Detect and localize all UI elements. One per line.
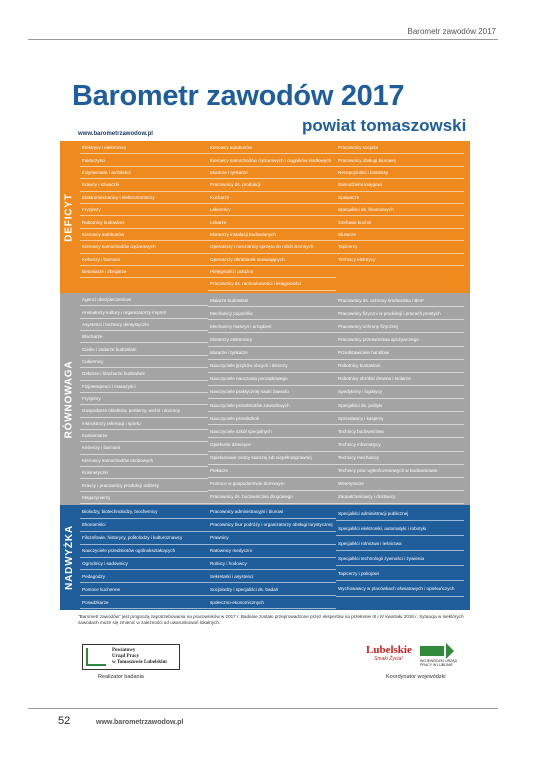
column-2 (208, 142, 336, 292)
occupation-cell: Kosmetyczki (80, 467, 208, 479)
occupation-cell: Kelnerzy i barmani (80, 442, 208, 454)
occupation-cell: Cieśle i stolarze budowlani (80, 343, 208, 355)
band-label-nadwyzka: NADWYŻKA (63, 525, 75, 590)
occupation-cell: Technicy budownictwa (336, 425, 464, 438)
occupation-cell: Pracownicy przetwórstwa spożywczego (336, 333, 464, 346)
occupation-cell: Murarze i tynkarze (208, 167, 336, 179)
header-divider (28, 39, 498, 40)
occupation-cell: Pomoce kuchenne (80, 583, 208, 596)
occupation-cell: Szefowie kuchni (336, 216, 464, 228)
occupation-cell: Weterynarze (336, 478, 464, 491)
occupation-cell: Specjaliści technologii żywności i żywienia (336, 551, 464, 566)
occupation-cell: Wychowawcy w placówkach oświatowych i opiekuńczych (336, 581, 464, 596)
occupation-cell: Zaopatrzeniowcy i dostawcy (336, 491, 464, 504)
occupation-cell: Pracownicy biur podróży i organizatorzy obsługi turystycznej (208, 519, 336, 532)
page-subtitle: powiat tomaszowski (302, 116, 467, 135)
occupation-cell: Fryzjerzy (80, 393, 208, 405)
occupation-cell: Spedytorzy i logistycy (336, 386, 464, 399)
occupation-cell: Ogrodnicy i sadownicy (80, 558, 208, 571)
occupation-cell: Robotnicy budowlani (80, 216, 208, 228)
occupation-cell: Operatorzy i mechanicy sprzętu do robót ziemnych (208, 241, 336, 253)
band-columns (80, 142, 464, 292)
occupation-cell: Rolnicy i hodowcy (208, 558, 336, 571)
occupation-cell: Technicy informatycy (336, 438, 464, 451)
column-3 (336, 294, 464, 504)
occupation-cell: Ratownicy medyczni (208, 545, 336, 558)
occupation-cell: społeczno-ekonomicznych (208, 596, 336, 609)
footer-divider (28, 708, 498, 709)
occupation-cell: Lakiernicy (208, 204, 336, 216)
occupation-cell: Cukiernicy (80, 356, 208, 368)
occupation-cell: Kierowcy samochodów osobowych (80, 455, 208, 467)
occupation-cell: Nauczyciele przedszkoli (208, 412, 336, 425)
occupation-cell: Elektrycy i elektronicy (80, 142, 208, 154)
footnote: "Barometr zawodów" jest prognozą zapotrzebowania na pracowników w 2017 r. Badanie zostało przeprowadzone przez ekspertów na przełomie III i IV kwartału 2016 r. Sytuacja w niektórych zawodach może się zmienić w zależności od uwarunkowań lokalnych. (78, 614, 464, 625)
occupation-cell: Technicy mechanicy (336, 452, 464, 465)
occupation-cell: Blacharze (80, 331, 208, 343)
occupation-cell: Nauczyciele szkół specjalnych (208, 425, 336, 438)
occupation-cell: Kucharze (208, 192, 336, 204)
occupation-cell: Malarze budowlani (208, 294, 336, 307)
occupation-cell: Tapicerzy (336, 241, 464, 253)
occupation-cell: Nauczyciele przedmiotów zawodowych (208, 399, 336, 412)
occupation-cell: Sekretarki i asystenci (208, 570, 336, 583)
occupation-cell: Gospodarze obiektów, portierzy, woźni i dozorcy (80, 405, 208, 417)
column-1 (80, 506, 208, 609)
occupation-cell: Robotnicy obróbki drewna i stolarze (336, 373, 464, 386)
occupation-cell: Kierowcy autobusów (208, 142, 336, 154)
occupation-cell: Pomoce w gospodarstwie domowym (208, 478, 336, 491)
occupation-cell: Spawacze (336, 192, 464, 204)
occupation-cell: Mechanicy pojazdów (208, 307, 336, 320)
pup-logo (82, 644, 180, 670)
occupation-cell: Pracownicy administracyjni i biurowi (208, 506, 336, 519)
band-label-deficyt: DEFICYT (63, 192, 75, 242)
occupation-cell: Biolodzy, biotechnolodzy, biochemicy (80, 506, 208, 519)
site-url: www.barometrzawodow.pl (78, 131, 153, 137)
occupation-cell: Pracownicy fizyczni w produkcji i pracach prostych (336, 307, 464, 320)
band-rownowaga (60, 293, 470, 505)
occupation-cell: Specjaliści ds. finansowych (336, 204, 464, 216)
occupation-cell: Technicy elektrycy (336, 254, 464, 266)
occupation-cell: Murarze i tynkarze (208, 347, 336, 360)
occupation-cell: Pracownicy ochrony fizycznej (336, 320, 464, 333)
occupation-cell: Pielęgniarki i położne (208, 266, 336, 278)
occupation-cell: Pracownicy ds. produkcji (208, 179, 336, 191)
band-label-rownowaga: RÓWNOWAGA (63, 360, 75, 438)
band-columns (80, 506, 464, 609)
occupation-cell: Specjaliści ds. polityki (336, 399, 464, 412)
occupation-cell: Kierowcy samochodów ciężarowych (80, 241, 208, 253)
occupation-cell: Mechanicy maszyn i urządzeń (208, 320, 336, 333)
occupation-cell: Nauczyciele praktycznej nauki zawodu (208, 386, 336, 399)
occupation-cell: Nauczyciele nauczania początkowego (208, 373, 336, 386)
column-1 (80, 142, 208, 292)
occupation-cell: Filozofowie, historycy, politolodzy i kulturoznawcy (80, 532, 208, 545)
occupation-cell: Agenci ubezpieczeniowi (80, 294, 208, 306)
band-nadwyzka (60, 505, 470, 610)
occupation-cell: Magazynierzy (80, 492, 208, 504)
occupation-cell: Dekarze i blacharze budowlani (80, 368, 208, 380)
occupation-cell: Operatorzy obrabiarek skrawających (208, 254, 336, 266)
occupation-cell: Kravcy i pracownicy produkcji odzieży (80, 479, 208, 491)
occupation-cell: Pracownicy ds. ochrony środowiska i BHP (336, 294, 464, 307)
band-deficyt (60, 141, 470, 293)
column-3 (336, 142, 464, 292)
column-2 (208, 294, 336, 504)
occupation-cell: Specjaliści elektroniki, automatyki i robotyki (336, 521, 464, 536)
occupation-cell: Robotnicy budowlani (336, 360, 464, 373)
occupation-cell: Lekarze (208, 216, 336, 228)
occupation-cell: Inżynierowie i architekci (80, 167, 208, 179)
occupation-cell: Elektromechanicy i elektromonterzy (80, 192, 208, 204)
occupation-cell: Opiekunowie osoby starszej lub niepełnosprawnej (208, 452, 336, 465)
occupation-cell: Piekarze (208, 465, 336, 478)
column-2 (208, 506, 336, 609)
wup-arrow-icon (420, 646, 454, 656)
column-3 (336, 506, 464, 609)
footer-url: www.barometrzawodow.pl (96, 719, 184, 726)
occupation-cell: Opiekunki dziecięce (208, 438, 336, 451)
occupation-cell: Fryzjerzy (80, 204, 208, 216)
occupation-cell: Asystenci i technicy dentystyczni (80, 319, 208, 331)
occupation-cell: Kamieniarze (80, 430, 208, 442)
occupation-cell: Socjolodzy i specjaliści ds. badań (208, 583, 336, 596)
occupation-cell: Pracownicy ds. rachunkowości i księgowości (208, 278, 336, 290)
occupation-cell: Tapicerzy i pokojowi (336, 566, 464, 581)
occupation-cell: Specjaliści administracji publicznej (336, 506, 464, 521)
occupation-cell: Monterzy elektronicy (208, 333, 336, 346)
occupation-cell: Technicy prac wykończeniowych w budownictwie (336, 465, 464, 478)
occupation-cell: Posadzkarze (80, 596, 208, 609)
realizator-caption: Realizator badania (98, 674, 144, 680)
occupation-cell: Pracownicy ds. budownictwa drogowego (208, 491, 336, 504)
occupation-cell: Krawcy i szwaczki (80, 179, 208, 191)
koordynator-caption: Koordynator wojewódzki (386, 674, 446, 680)
occupation-cell: Fizjoterapeuci i masażyści (80, 381, 208, 393)
occupation-cell: Kierowcy autobusów (80, 229, 208, 241)
occupation-cell: Recepcjoniści i hostessy (336, 167, 464, 179)
occupation-cell: Samodzielni księgowi (336, 179, 464, 191)
occupation-cell: Pracownicy obsługi biurowej (336, 154, 464, 166)
occupation-cell: Betoniarze i zbrojarze (80, 266, 208, 278)
occupation-cell: Animatorzy kultury i organizatorzy imprez (80, 306, 208, 318)
band-columns (80, 294, 464, 504)
running-header: Barometr zawodów 2017 (407, 27, 496, 36)
occupation-cell: Nauczyciele przedmiotów ogólnokształcących (80, 545, 208, 558)
occupation-cell: Przedstawiciele handlowi (336, 347, 464, 360)
occupation-cell: Nauczyciele języków obcych i lektorzy (208, 360, 336, 373)
pup-logo-text: Powiatowy Urząd Pracy w Tomaszowie Lubelskim (112, 648, 167, 665)
column-1 (80, 294, 208, 504)
occupation-cell: Ślusarze (336, 229, 464, 241)
occupation-cell: Sprzedawcy i kasjerzy (336, 412, 464, 425)
pup-logo-mark-icon (86, 648, 106, 666)
occupation-cell: Kelnerzy i barmani (80, 254, 208, 266)
wup-logo: WOJEWÓDZKI URZĄD PRACY W LUBLINIE (420, 646, 462, 666)
occupation-cell: Monterzy instalacji budowlanych (208, 229, 336, 241)
occupation-cell: Ekonomiści (80, 519, 208, 532)
occupation-cell: Instruktorzy rekreacji i sportu (80, 418, 208, 430)
page-title: Barometr zawodów 2017 (72, 80, 405, 112)
occupation-cell: Kierowcy samochodów ciężarowych i ciągników siodłowych (208, 154, 336, 166)
occupation-cell: Pedagodzy (80, 570, 208, 583)
occupation-cell: Pracownicy socjalni (336, 142, 464, 154)
page-number: 52 (58, 715, 71, 727)
occupation-cell: Fakturzyści (80, 154, 208, 166)
occupation-cell: Prawnicy (208, 532, 336, 545)
occupation-cell: Specjaliści rolnictwa i leśnictwa (336, 536, 464, 551)
lubelskie-logo: Lubelskie Smaki Życia! (366, 644, 412, 662)
